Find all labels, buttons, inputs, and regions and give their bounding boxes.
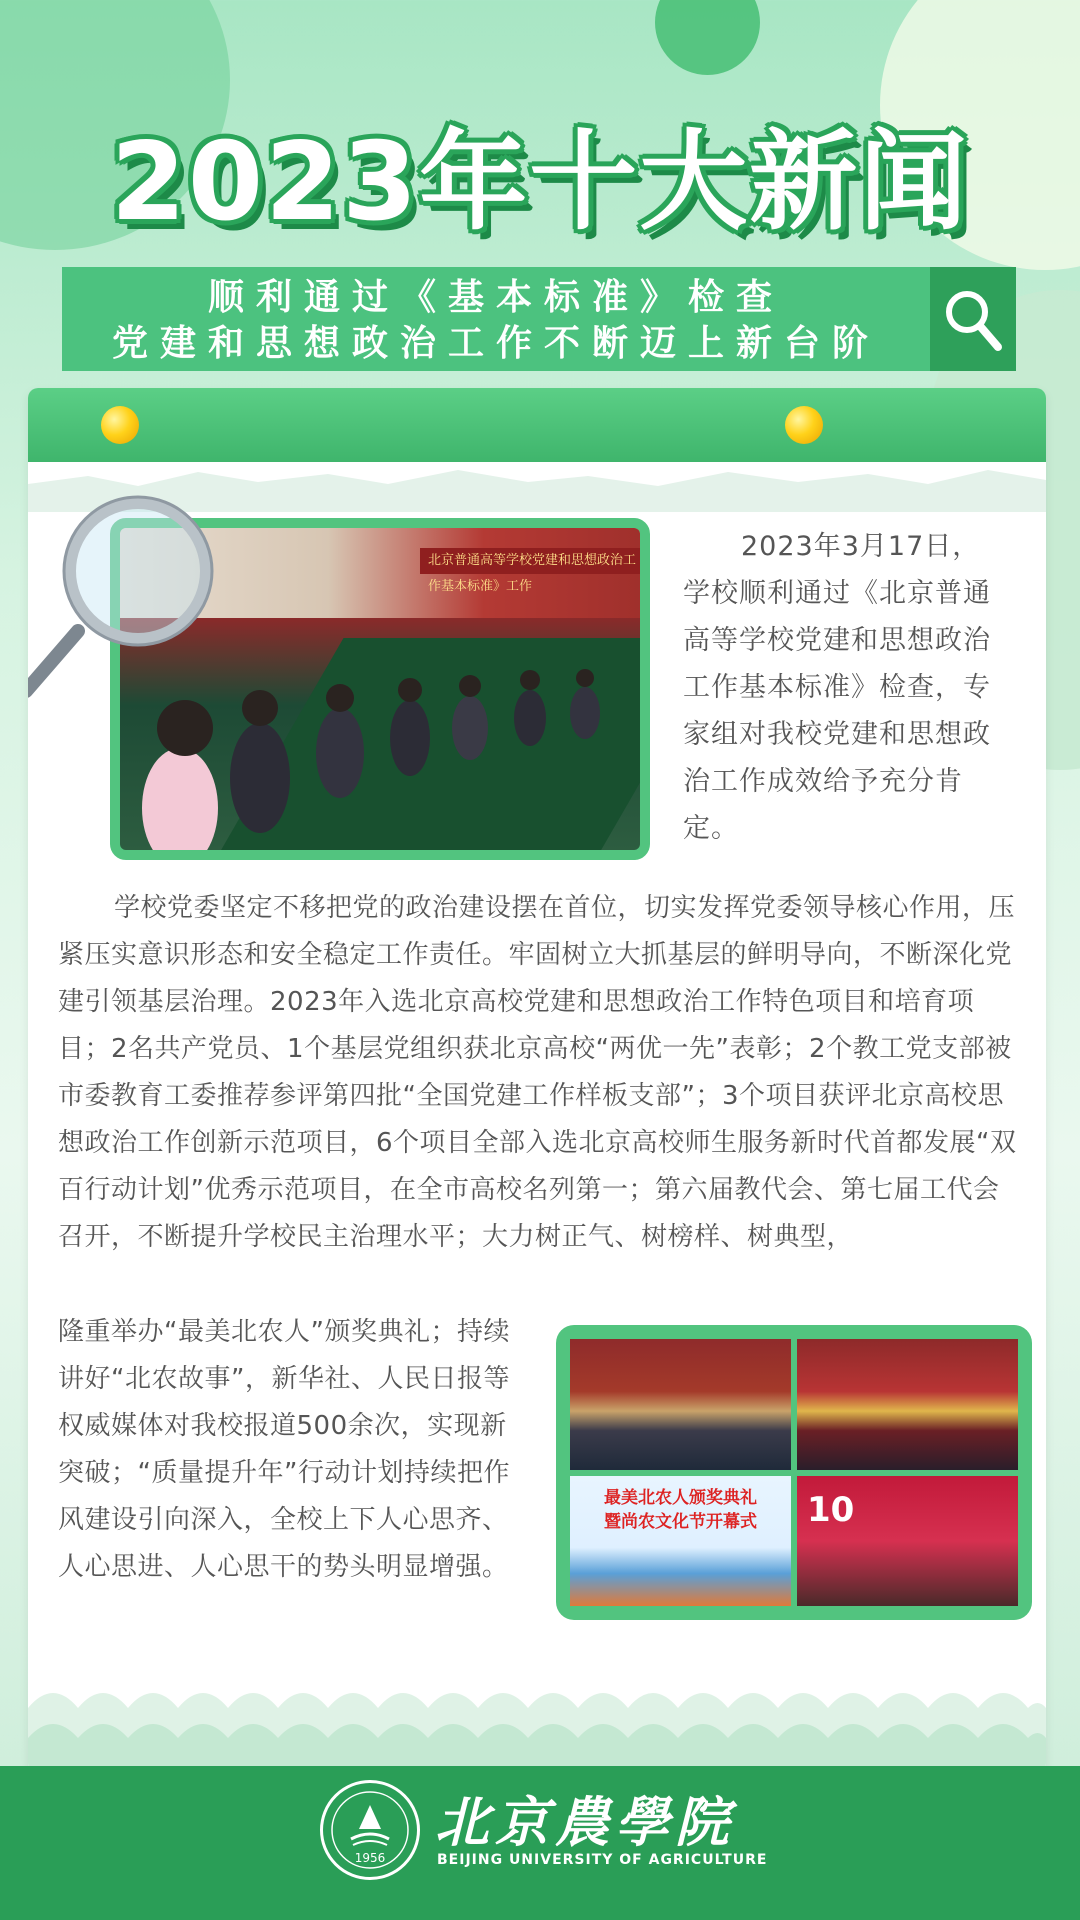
university-name-cn: 北京農學院 (435, 1790, 735, 1854)
award-caption (570, 1486, 791, 1534)
page-title: 2023年十大新闻 (110, 120, 970, 245)
award-caption-line-1: 最美北农人颁奖典礼 (604, 1487, 757, 1508)
card-header (28, 388, 1046, 462)
news-card (28, 388, 1046, 1773)
wave-decoration (28, 1678, 1046, 1773)
subtitle-banner (62, 267, 930, 371)
intro-body: 学校顺利通过《北京普通高等学校党建和思想政治工作基本标准》检查，专家组对我校党建和思想政治工作成效给予充分肯定。 (683, 578, 991, 844)
university-logo-icon (320, 1780, 420, 1880)
event-photo-collage (556, 1325, 1032, 1620)
bg-circle (655, 0, 760, 75)
magnifier-icon (28, 481, 218, 711)
subtitle-line-1: 顺利通过《基本标准》检查 (207, 277, 784, 318)
university-name-en: BEIJING UNIVERSITY OF AGRICULTURE (437, 1852, 768, 1868)
subtitle-line-2: 党建和思想政治工作不断迈上新台阶 (111, 323, 880, 364)
footer (0, 1766, 1080, 1920)
collage-photo (797, 1476, 1018, 1607)
pin-icon (785, 406, 823, 444)
intro-text (683, 523, 1008, 852)
intro-date: 2023年3月17日， (741, 531, 981, 562)
search-icon (942, 287, 1004, 353)
main-paragraph-text: 学校党委坚定不移把党的政治建设摆在首位，切实发挥党委领导核心作用，压紧压实意识形态和安全稳定工作责任。牢固树立大抓基层的鲜明导向，不断深化党建引领基层治理。2023年入选北京高校党建和思想政治工作特色项目和培育项目；2名共产党员、1个基层党组织获北京高校“两优一先”表彰；2个教工党支部被市委教育工委推荐参评第四批“全国党建工作样板支部”；3个项目获评北京高校思想政治工作创新示范项目，6个项目全部入选北京高校师生服务新时代首都发展“双百行动计划”优秀示范项目，在全市高校名列第一；第六届教代会、第七届工代会召开，不断提升学校民主治理水平；大力树正气、树榜样、树典型， (58, 893, 1017, 1252)
collage-photo (797, 1339, 1018, 1470)
collage-photo (570, 1476, 791, 1607)
meeting-banner: 北京普通高等学校党建和思想政治工作基本标准》工作 (420, 548, 640, 574)
search-button[interactable] (930, 267, 1016, 371)
award-caption-line-2: 暨尚农文化节开幕式 (604, 1511, 757, 1532)
tail-paragraph: 隆重举办“最美北农人”颁奖典礼；持续讲好“北农故事”，新华社、人民日报等权威媒体对我校报道500余次，实现新突破；“质量提升年”行动计划持续把作风建设引向深入，全校上下人心思齐、人心思进、人心思干的势头明显增强。 (58, 1317, 510, 1582)
pin-icon (101, 406, 139, 444)
logo-year: 1956 (354, 1851, 386, 1865)
anniversary-number: 10 (807, 1489, 855, 1530)
collage-photo (570, 1339, 791, 1470)
main-paragraph (58, 885, 1018, 1261)
